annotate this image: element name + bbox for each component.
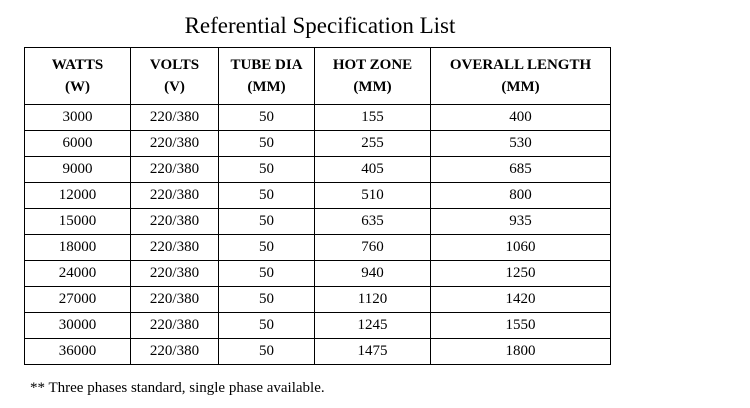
- cell-hot-zone: 155: [315, 105, 431, 131]
- column-name: TUBE DIA: [230, 57, 303, 73]
- cell-volts: 220/380: [131, 261, 219, 287]
- column-unit: (MM): [501, 79, 540, 95]
- cell-overall-length: 1800: [431, 339, 611, 365]
- cell-volts: 220/380: [131, 105, 219, 131]
- cell-hot-zone: 405: [315, 157, 431, 183]
- cell-watts: 3000: [25, 105, 131, 131]
- cell-volts: 220/380: [131, 183, 219, 209]
- column-header-tube-dia: [219, 48, 315, 105]
- table-row: [25, 235, 611, 261]
- cell-hot-zone: 1475: [315, 339, 431, 365]
- column-header-overall-length: [431, 48, 611, 105]
- table-row: [25, 287, 611, 313]
- column-name: HOT ZONE: [332, 57, 413, 73]
- cell-watts: 27000: [25, 287, 131, 313]
- table-row: [25, 313, 611, 339]
- cell-tube-dia: 50: [219, 183, 315, 209]
- column-unit: (W): [65, 79, 90, 95]
- column-header-watts: [25, 48, 131, 105]
- cell-volts: 220/380: [131, 131, 219, 157]
- cell-hot-zone: 1245: [315, 313, 431, 339]
- cell-hot-zone: 1120: [315, 287, 431, 313]
- cell-watts: 36000: [25, 339, 131, 365]
- cell-volts: 220/380: [131, 313, 219, 339]
- cell-hot-zone: 635: [315, 209, 431, 235]
- cell-watts: 12000: [25, 183, 131, 209]
- table-row: [25, 183, 611, 209]
- table-row: [25, 157, 611, 183]
- cell-tube-dia: 50: [219, 105, 315, 131]
- column-unit: (MM): [247, 79, 286, 95]
- cell-overall-length: 1420: [431, 287, 611, 313]
- column-name: OVERALL LENGTH: [449, 57, 592, 73]
- cell-watts: 9000: [25, 157, 131, 183]
- cell-volts: 220/380: [131, 157, 219, 183]
- cell-watts: 24000: [25, 261, 131, 287]
- table-row: [25, 339, 611, 365]
- cell-volts: 220/380: [131, 209, 219, 235]
- cell-watts: 6000: [25, 131, 131, 157]
- cell-tube-dia: 50: [219, 339, 315, 365]
- cell-overall-length: 1250: [431, 261, 611, 287]
- column-unit: (MM): [353, 79, 392, 95]
- cell-hot-zone: 760: [315, 235, 431, 261]
- column-unit: (V): [164, 79, 185, 95]
- column-name: VOLTS: [149, 57, 200, 73]
- cell-volts: 220/380: [131, 287, 219, 313]
- cell-tube-dia: 50: [219, 261, 315, 287]
- table-row: [25, 209, 611, 235]
- cell-overall-length: 800: [431, 183, 611, 209]
- cell-overall-length: 400: [431, 105, 611, 131]
- table-header-row: [25, 48, 611, 105]
- cell-volts: 220/380: [131, 339, 219, 365]
- column-header-hot-zone: [315, 48, 431, 105]
- cell-hot-zone: 255: [315, 131, 431, 157]
- cell-tube-dia: 50: [219, 131, 315, 157]
- table-row: [25, 105, 611, 131]
- specification-table: [24, 47, 611, 365]
- cell-tube-dia: 50: [219, 209, 315, 235]
- cell-overall-length: 935: [431, 209, 611, 235]
- column-name: WATTS: [51, 57, 104, 73]
- cell-overall-length: 1550: [431, 313, 611, 339]
- cell-watts: 18000: [25, 235, 131, 261]
- cell-overall-length: 1060: [431, 235, 611, 261]
- cell-watts: 30000: [25, 313, 131, 339]
- column-header-volts: [131, 48, 219, 105]
- cell-hot-zone: 510: [315, 183, 431, 209]
- cell-tube-dia: 50: [219, 313, 315, 339]
- cell-tube-dia: 50: [219, 157, 315, 183]
- cell-volts: 220/380: [131, 235, 219, 261]
- cell-watts: 15000: [25, 209, 131, 235]
- cell-overall-length: 530: [431, 131, 611, 157]
- cell-hot-zone: 940: [315, 261, 431, 287]
- page-title: Referential Specification List: [184, 13, 456, 38]
- cell-tube-dia: 50: [219, 287, 315, 313]
- footnote: ** Three phases standard, single phase available.: [30, 380, 325, 396]
- cell-tube-dia: 50: [219, 235, 315, 261]
- table-row: [25, 131, 611, 157]
- cell-overall-length: 685: [431, 157, 611, 183]
- table-row: [25, 261, 611, 287]
